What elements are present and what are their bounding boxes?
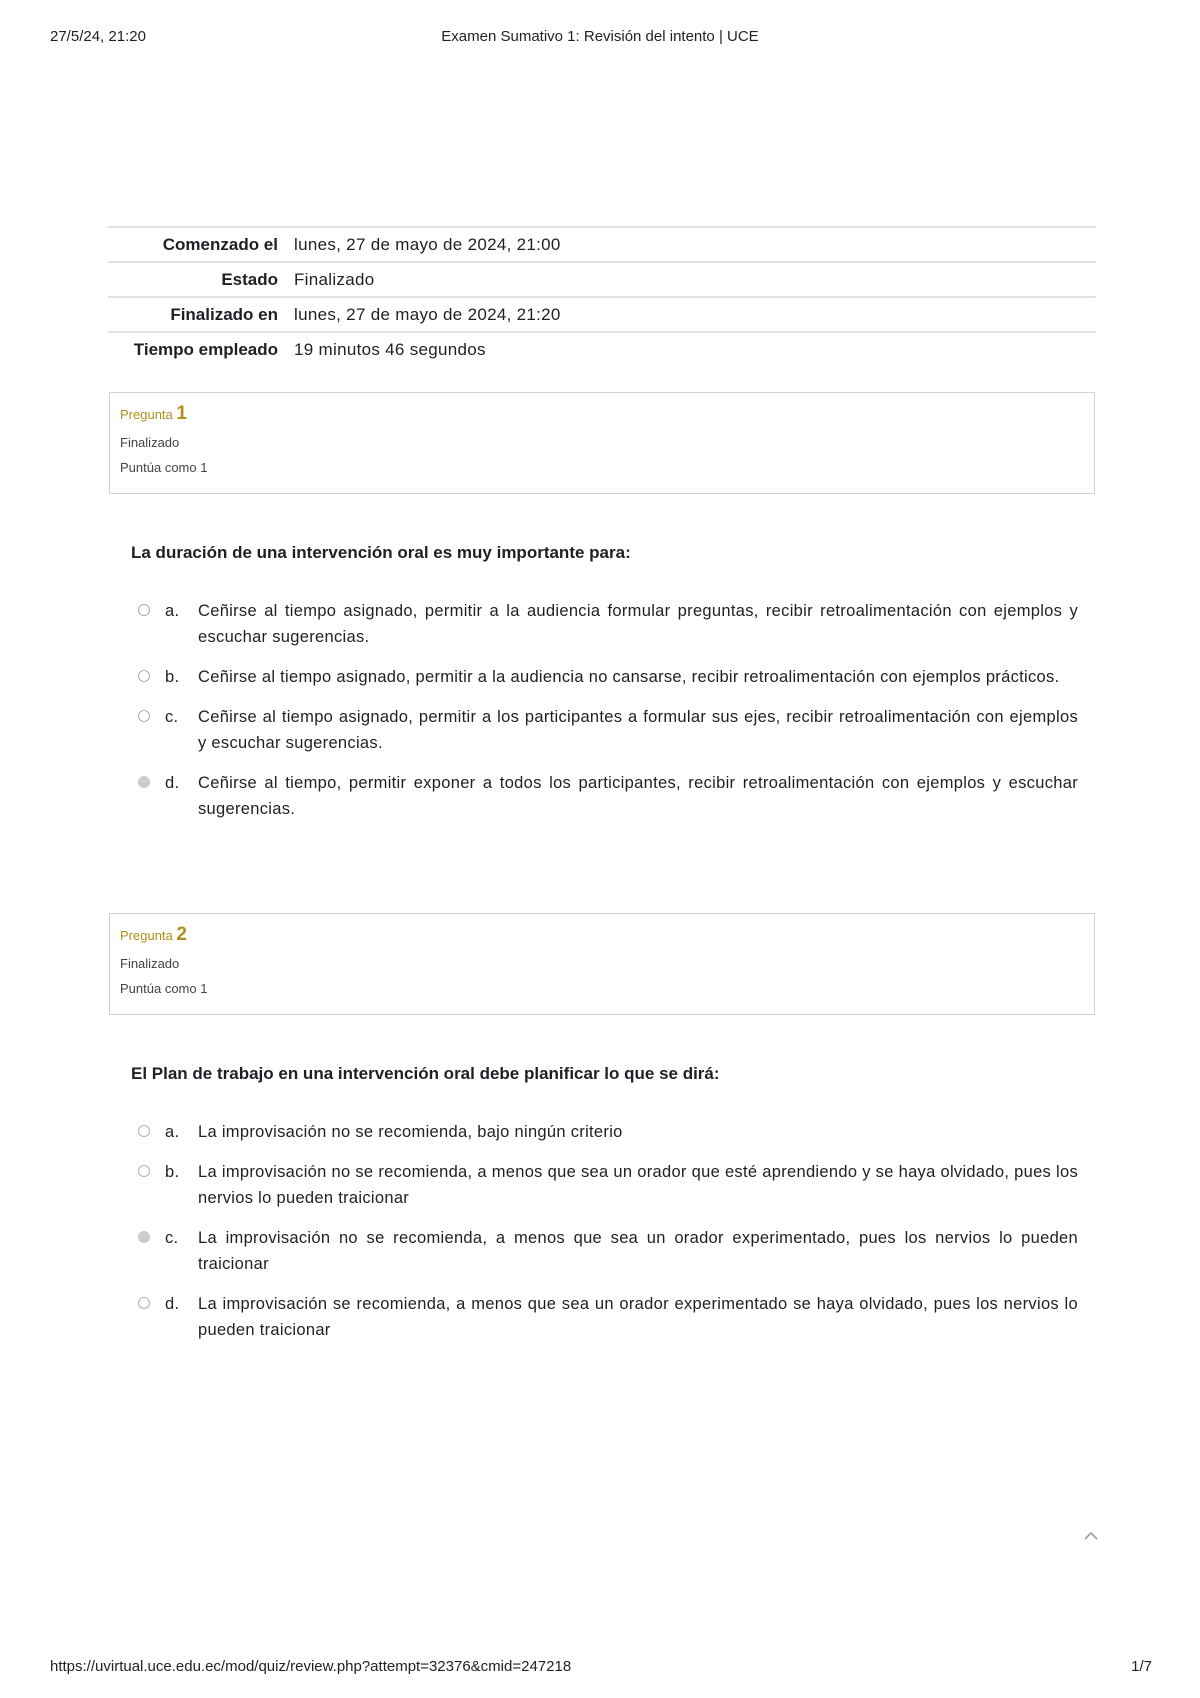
answer-option[interactable] (138, 770, 1078, 822)
radio-button-selected[interactable] (138, 1231, 150, 1243)
radio-button[interactable] (138, 670, 150, 682)
answer-text: La improvisación se recomienda, a menos que sea un orador experimentado se haya olvidado, pues los nervios lo pueden traicionar (198, 1295, 1078, 1339)
radio-button[interactable] (138, 1165, 150, 1177)
question-number (120, 924, 1084, 946)
summary-value: Finalizado (294, 270, 375, 289)
summary-value: lunes, 27 de mayo de 2024, 21:00 (294, 235, 561, 254)
summary-row-finished (108, 297, 1096, 332)
summary-label: Comenzado el (162, 235, 278, 254)
question-2-text: El Plan de trabajo en una intervención oral debe planificar lo que se dirá: (131, 1064, 720, 1083)
summary-row-state (108, 262, 1096, 297)
radio-button[interactable] (138, 604, 150, 616)
question-number-value: 2 (176, 924, 187, 945)
question-number (120, 403, 1084, 425)
answer-letter: a. (165, 602, 180, 620)
radio-button[interactable] (138, 1297, 150, 1309)
answer-text: La improvisación no se recomienda, a menos que sea un orador que esté aprendiendo y se haya olvidado, pues los nervios lo pueden traicionar (198, 1163, 1078, 1207)
answer-option[interactable] (138, 1291, 1078, 1343)
question-grade: Puntúa como 1 (120, 460, 208, 475)
question-1-text: La duración de una intervención oral es muy importante para: (131, 543, 631, 562)
radio-button[interactable] (138, 1125, 150, 1137)
question-1-answers (138, 598, 1078, 836)
chevron-up-icon[interactable] (1082, 1527, 1100, 1545)
summary-row-started (108, 227, 1096, 262)
answer-letter: a. (165, 1123, 180, 1141)
answer-option[interactable] (138, 664, 1078, 690)
answer-text: Ceñirse al tiempo asignado, permitir a la audiencia no cansarse, recibir retroalimentación con ejemplos prácticos. (198, 668, 1060, 686)
answer-option[interactable] (138, 598, 1078, 650)
print-page-number: 1/7 (1131, 1658, 1152, 1675)
print-title: Examen Sumativo 1: Revisión del intento | UCE (441, 28, 759, 45)
answer-letter: d. (165, 774, 180, 792)
question-state: Finalizado (120, 956, 180, 971)
summary-row-time-taken (108, 332, 1096, 366)
summary-value: 19 minutos 46 segundos (294, 340, 486, 359)
summary-value: lunes, 27 de mayo de 2024, 21:20 (294, 305, 561, 324)
answer-text: La improvisación no se recomienda, bajo ningún criterio (198, 1123, 623, 1141)
answer-letter: d. (165, 1295, 180, 1313)
answer-text: Ceñirse al tiempo asignado, permitir a la audiencia formular preguntas, recibir retroalimentación con ejemplos y escuchar sugerencias. (198, 602, 1078, 646)
radio-button-selected[interactable] (138, 776, 150, 788)
attempt-summary-table (108, 226, 1096, 366)
question-prefix: Pregunta (120, 407, 173, 422)
answer-letter: c. (165, 1229, 179, 1247)
print-url: https://uvirtual.uce.edu.ec/mod/quiz/review.php?attempt=32376&cmid=247218 (50, 1658, 572, 1675)
summary-label: Tiempo empleado (133, 340, 278, 359)
answer-letter: c. (165, 708, 179, 726)
question-grade: Puntúa como 1 (120, 981, 208, 996)
question-number-value: 1 (176, 403, 187, 424)
summary-label: Finalizado en (170, 305, 278, 324)
question-prefix: Pregunta (120, 928, 173, 943)
answer-option[interactable] (138, 704, 1078, 756)
question-2-info (109, 913, 1095, 1015)
answer-option[interactable] (138, 1225, 1078, 1277)
answer-letter: b. (165, 1163, 180, 1181)
answer-text: Ceñirse al tiempo asignado, permitir a los participantes a formular sus ejes, recibir retroalimentación con ejemplos y escuchar sugerencias. (198, 708, 1078, 752)
answer-text: La improvisación no se recomienda, a menos que sea un orador experimentado, pues los nervios lo pueden traicionar (198, 1229, 1078, 1273)
answer-option[interactable] (138, 1159, 1078, 1211)
answer-letter: b. (165, 668, 180, 686)
summary-label: Estado (221, 270, 278, 289)
question-1-info (109, 392, 1095, 494)
answer-option[interactable] (138, 1119, 1078, 1145)
print-header (0, 28, 1200, 50)
print-date: 27/5/24, 21:20 (50, 28, 146, 45)
question-2-answers (138, 1119, 1078, 1357)
answer-text: Ceñirse al tiempo, permitir exponer a todos los participantes, recibir retroalimentación con ejemplos y escuchar sugerencias. (198, 774, 1078, 818)
question-state: Finalizado (120, 435, 180, 450)
radio-button[interactable] (138, 710, 150, 722)
